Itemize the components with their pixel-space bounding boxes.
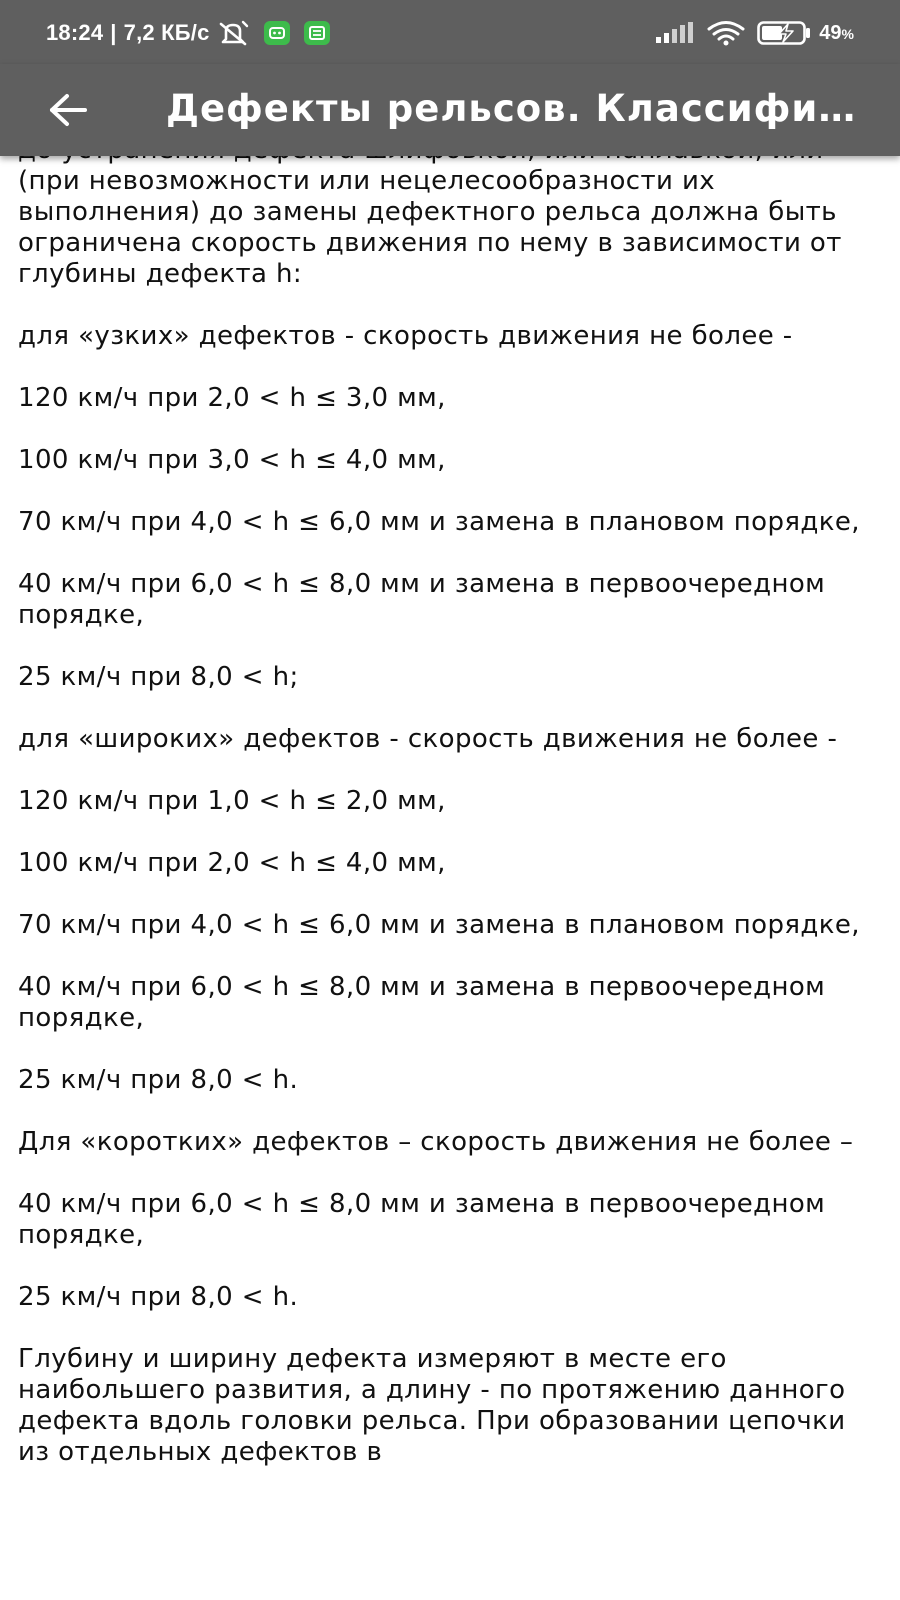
- paragraph: (при невозможности или нецелесообразности их выполнения) до замены дефектного рельса должна быть ограничена скорость движения по нему в зависимости от глубины дефекта h:: [18, 166, 842, 289]
- back-button[interactable]: [40, 82, 96, 138]
- paragraph: для «широких» дефектов - скорость движения не более -: [18, 724, 838, 754]
- paragraph: 100 км/ч при 3,0 < h ≤ 4,0 мм,: [18, 445, 446, 475]
- app-badge-icon: [264, 21, 290, 45]
- app-bar: [0, 64, 900, 156]
- paragraph: 40 км/ч при 6,0 < h ≤ 8,0 мм и замена в первоочередном порядке,: [18, 972, 826, 1033]
- battery-level: [819, 22, 854, 45]
- network-speed: 7,2 КБ/с: [123, 20, 210, 45]
- article-content: [18, 135, 882, 1499]
- paragraph: Глубину и ширину дефекта измеряют в месте его наибольшего развития, а длину - по протяжению данного дефекта вдоль головки рельса. При образовании цепочки из отдельных дефектов в: [18, 1344, 846, 1467]
- battery-charging-icon: [757, 20, 813, 46]
- paragraph: для «узких» дефектов - скорость движения не более -: [18, 321, 793, 351]
- paragraph: 25 км/ч при 8,0 < h;: [18, 662, 299, 692]
- paragraph: 120 км/ч при 1,0 < h ≤ 2,0 мм,: [18, 786, 446, 816]
- status-bar-right: [655, 18, 854, 48]
- status-bar-left: [46, 18, 330, 48]
- paragraph: 25 км/ч при 8,0 < h.: [18, 1282, 299, 1312]
- paragraph: 25 км/ч при 8,0 < h.: [18, 1065, 299, 1095]
- paragraph: 40 км/ч при 6,0 < h ≤ 8,0 мм и замена в первоочередном порядке,: [18, 569, 826, 630]
- battery-percent-value: 49: [819, 21, 842, 44]
- signal-icon: [655, 22, 695, 44]
- page-title: Дефекты рельсов. Классифи…: [166, 87, 857, 130]
- paragraph: Для «коротких» дефектов – скорость движения не более –: [18, 1127, 854, 1157]
- arrow-left-icon: [48, 93, 88, 127]
- paragraph: 40 км/ч при 6,0 < h ≤ 8,0 мм и замена в первоочередном порядке,: [18, 1189, 826, 1250]
- wifi-icon: [707, 20, 745, 46]
- paragraph: 70 км/ч при 4,0 < h ≤ 6,0 мм и замена в плановом порядке,: [18, 910, 860, 940]
- battery-percent-unit: %: [841, 25, 854, 42]
- app-badge-icon: [304, 21, 330, 45]
- clock: 18:24: [46, 20, 104, 45]
- mute-icon: [216, 20, 250, 46]
- paragraph: 100 км/ч при 2,0 < h ≤ 4,0 мм,: [18, 848, 446, 878]
- paragraph: 70 км/ч при 4,0 < h ≤ 6,0 мм и замена в плановом порядке,: [18, 507, 860, 537]
- status-separator: |: [110, 20, 117, 45]
- paragraph: 120 км/ч при 2,0 < h ≤ 3,0 мм,: [18, 383, 446, 413]
- status-bar: [0, 0, 900, 64]
